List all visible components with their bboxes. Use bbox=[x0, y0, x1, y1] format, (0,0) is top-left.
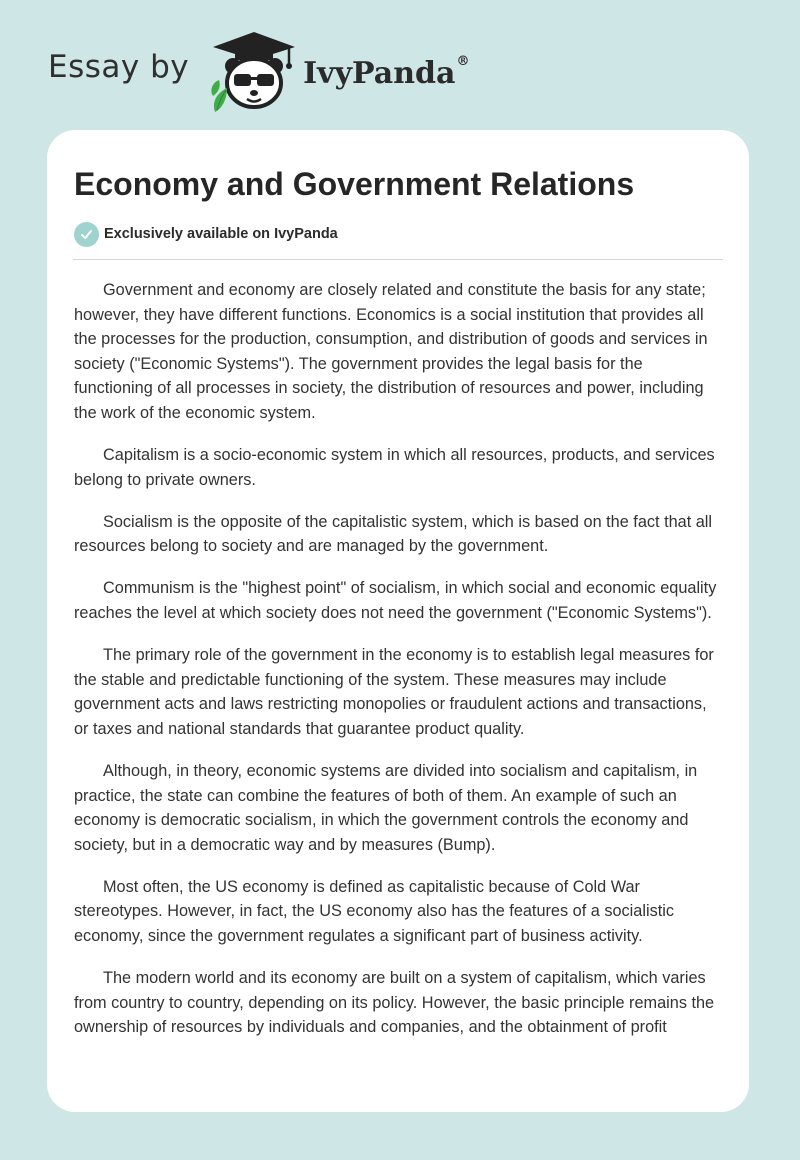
essay-paragraph: The primary role of the government in the economy is to establish legal measures for the stable and predictable functioning of the system. These measures may include government acts and laws restricting monopolies or fraudulent actions and transactions, or taxes and national standards that guarantee product quality. bbox=[74, 646, 714, 738]
brand-prefix: Essay by bbox=[48, 49, 190, 85]
essay-title: Economy and Government Relations bbox=[74, 166, 635, 202]
brand-header bbox=[48, 30, 469, 114]
brand-name: IvyPanda® bbox=[303, 53, 470, 91]
essay-body bbox=[74, 278, 722, 1040]
essay-paragraph: Government and economy are closely related and constitute the basis for any state; however, they have different functions. Economics is a social institution that provides all the processes for the production, consumption, and distribution of goods and services in society ("Economic Systems"). The government provides the legal basis for the functioning of all processes in society, the distribution of resources and power, including the work of the economic system. bbox=[74, 281, 708, 422]
essay-paragraph: The modern world and its economy are built on a system of capitalism, which varies from country to country, depending on its policy. However, the basic principle remains the ownership of resources by individuals and companies, and the obtainment of profit bbox=[74, 969, 715, 1037]
essay-paragraph: Although, in theory, economic systems are divided into socialism and capitalism, in practice, the state can combine the features of both of them. An example of such an economy is democratic socialism, in which the government controls the economy and society, but in a democratic way and by measures (Bump). bbox=[74, 762, 698, 854]
essay-paragraph: Most often, the US economy is defined as capitalistic because of Cold War stereotypes. However, in fact, the US economy also has the features of a socialistic economy, since the government regulates a significant part of business activity. bbox=[74, 877, 674, 946]
essay-card bbox=[47, 130, 749, 1112]
title-divider bbox=[73, 259, 723, 260]
registered-mark: ® bbox=[456, 53, 470, 69]
essay-paragraph: Socialism is the opposite of the capitalistic system, which is based on the fact that all resources belong to society and are managed by the government. bbox=[74, 512, 713, 556]
exclusive-label: Exclusively available on IvyPanda bbox=[104, 226, 338, 242]
check-icon bbox=[74, 222, 99, 247]
essay-paragraph: Capitalism is a socio-economic system in which all resources, products, and services belong to private owners. bbox=[74, 446, 715, 489]
panda-logo-icon bbox=[209, 30, 299, 114]
essay-paragraph: Communism is the "highest point" of socialism, in which social and economic equality reaches the level at which society does not need the government ("Economic Systems"). bbox=[74, 579, 717, 623]
exclusive-notice bbox=[74, 221, 722, 247]
